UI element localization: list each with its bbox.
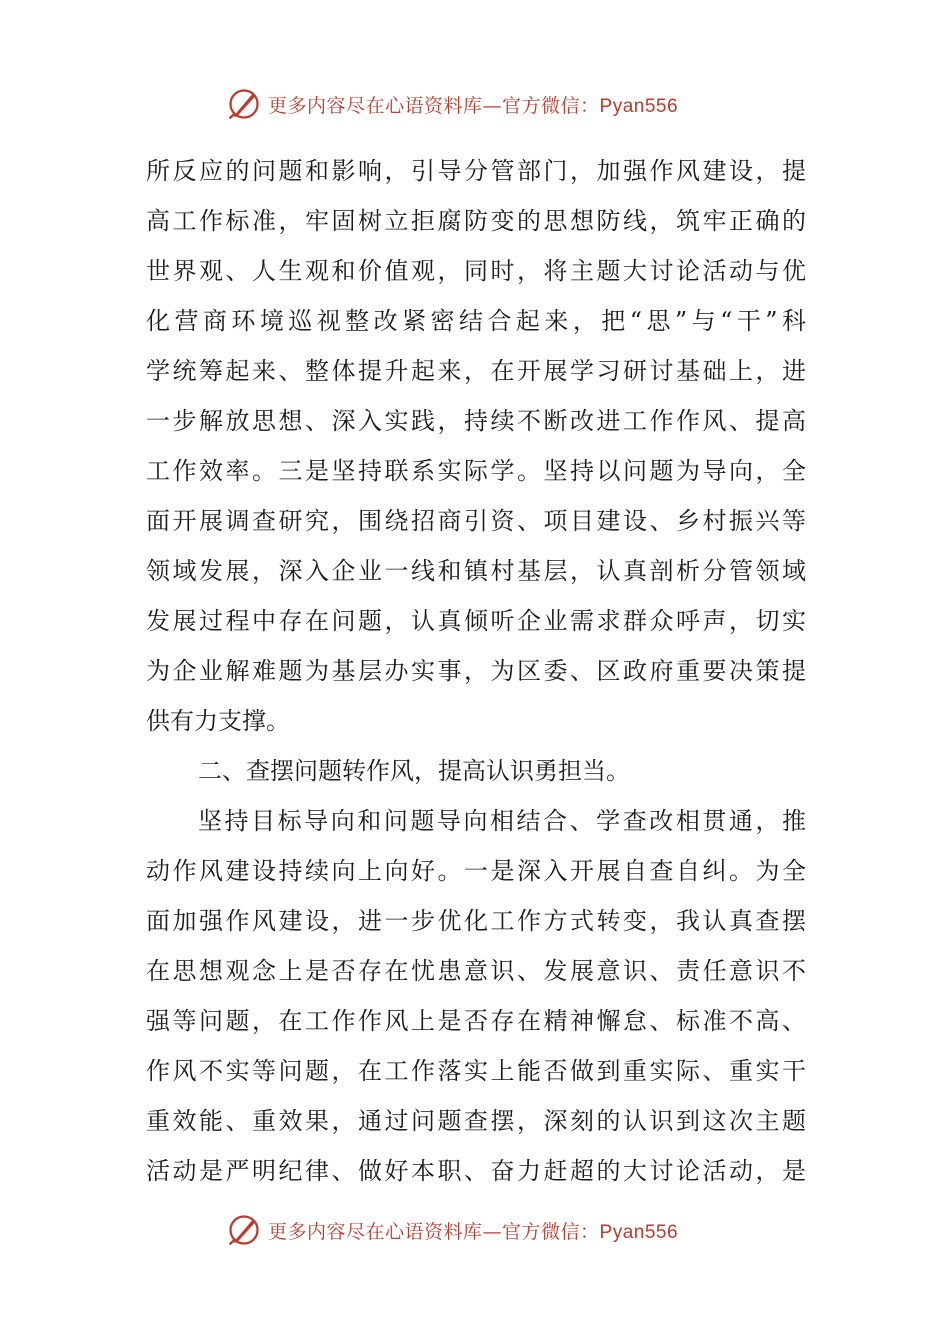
text-line: 学统筹起来、整体提升起来，在开展学习研讨基础上，进 — [146, 357, 806, 385]
watermark-wechat: 官方微信：Pyan556 — [502, 95, 679, 117]
text-line: 动作风建设持续向上向好。一是深入开展自查自纠。为全 — [146, 857, 806, 885]
text-line: 为企业解难题为基层办实事，为区委、区政府重要决策提 — [146, 657, 806, 685]
header-watermark — [226, 82, 678, 126]
quill-logo-icon — [226, 1212, 262, 1248]
text-line: 世界观、人生观和价值观，同时，将主题大讨论活动与优 — [146, 257, 806, 285]
watermark-text — [268, 91, 678, 118]
text-line: 领域发展，深入企业一线和镇村基层，认真剖析分管领域 — [146, 557, 806, 585]
text-line: 强等问题，在工作作风上是否存在精神懈怠、标准不高、 — [146, 1007, 806, 1035]
text-line: 重效能、重效果，通过问题查摆，深刻的认识到这次主题 — [146, 1107, 806, 1135]
text-line: 面加强作风建设，进一步优化工作方式转变，我认真查摆 — [146, 907, 806, 935]
text-line: 坚持目标导向和问题导向相结合、学查改相贯通，推 — [198, 807, 806, 835]
quill-logo-icon — [226, 86, 262, 122]
footer-watermark — [226, 1208, 678, 1252]
text-line: 供有力支撑。 — [146, 707, 290, 735]
text-line: 高工作标准，牢固树立拒腐防变的思想防线，筑牢正确的 — [146, 207, 806, 235]
text-line: 在思想观念上是否存在忧患意识、发展意识、责任意识不 — [146, 957, 806, 985]
text-line: 所反应的问题和影响，引导分管部门，加强作风建设，提 — [146, 157, 806, 185]
watermark-site: 更多内容尽在心语资料库— — [268, 1220, 503, 1243]
text-line: 活动是严明纪律、做好本职、奋力赶超的大讨论活动，是 — [146, 1157, 806, 1185]
text-line: 化营商环境巡视整改紧密结合起来，把“思”与“干”科 — [146, 307, 806, 335]
text-line: 面开展调查研究，围绕招商引资、项目建设、乡村振兴等 — [146, 507, 806, 535]
text-line: 一步解放思想、深入实践，持续不断改进工作作风、提高 — [146, 407, 806, 435]
text-line: 发展过程中存在问题，认真倾听企业需求群众呼声，切实 — [146, 607, 806, 635]
text-line: 二、查摆问题转作风，提高认识勇担当。 — [198, 757, 630, 785]
watermark-wechat: 官方微信：Pyan556 — [502, 1221, 679, 1243]
watermark-site: 更多内容尽在心语资料库— — [268, 94, 503, 117]
text-line: 作风不实等问题，在工作落实上能否做到重实际、重实干 — [146, 1057, 806, 1085]
document-body — [146, 146, 806, 1196]
watermark-text — [268, 1217, 678, 1244]
text-line: 工作效率。三是坚持联系实际学。坚持以问题为导向，全 — [146, 457, 806, 485]
